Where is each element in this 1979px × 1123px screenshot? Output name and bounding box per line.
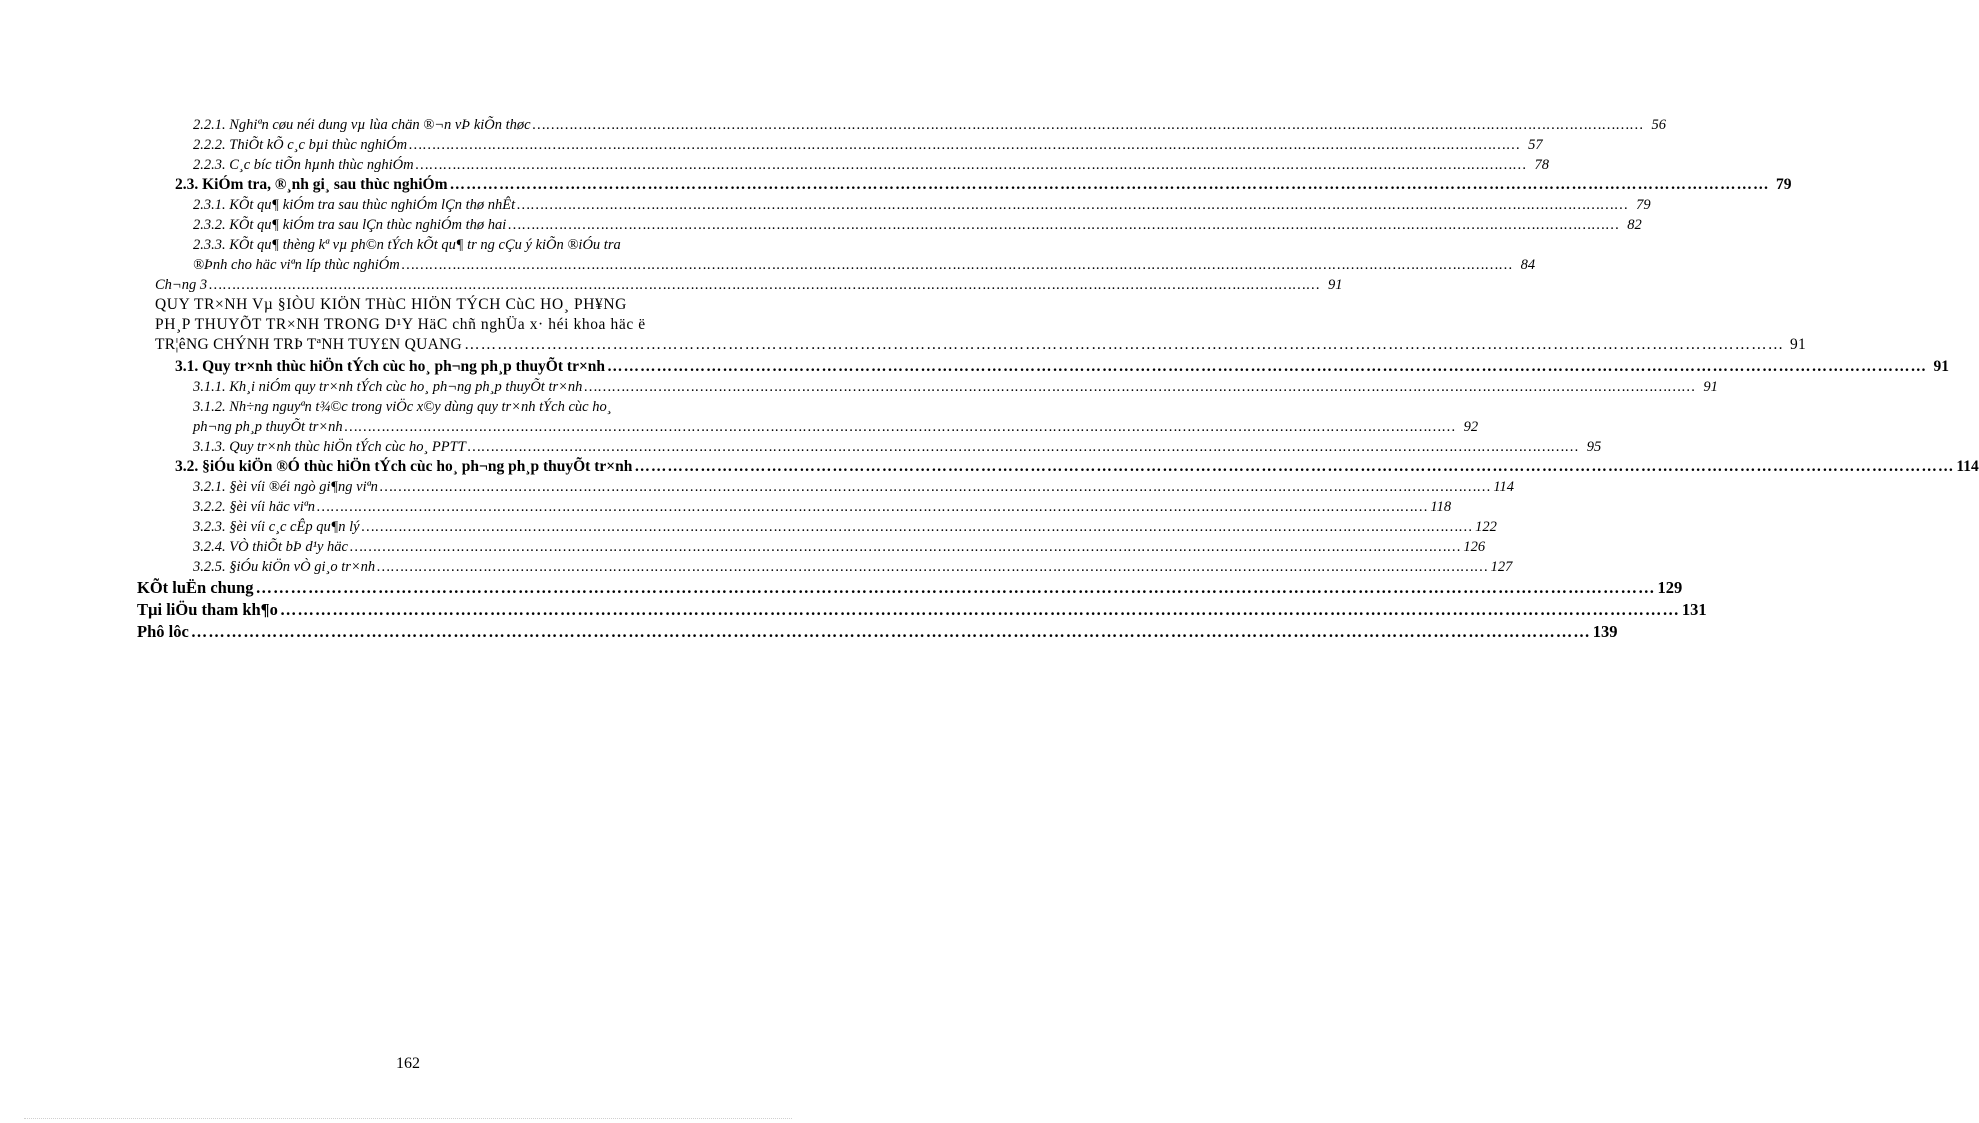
dot-leader: …………………………………………………………………………………………………………………………………………………………………………………………………………………… <box>508 217 1620 233</box>
toc-entry-title: 3.1.3. Quy tr×nh thùc hiÖn tÝch cùc ho¸ PPTT <box>193 439 466 455</box>
bottom-divider <box>24 1118 792 1119</box>
toc-entry-2-3-1 <box>193 195 1651 215</box>
toc-entry-phu-luc <box>137 622 1618 642</box>
toc-entry-2-3-2 <box>193 215 1642 235</box>
dot-leader: …………………………………………………………………………………………………………………………………………………………………………………………………………………… <box>409 137 1521 153</box>
dot-leader: …………………………………………………………………………………………………………………………………………………………………………………………………………………… <box>279 600 1680 619</box>
toc-entry-page: 82 <box>1627 217 1642 233</box>
toc-entry-2-3 <box>175 175 1792 195</box>
dot-leader: …………………………………………………………………………………………………………………………………………………………………………………………………………………… <box>464 336 1785 353</box>
toc-entry-3-2 <box>175 457 1979 477</box>
toc-entry-title: 2.2.3. C¸c bíc tiÕn hµnh thùc nghiÓm <box>193 157 414 173</box>
toc-entry-ket-luan <box>137 578 1683 598</box>
toc-entry-2-3-3-line1: 2.3.3. KÕt qu¶ thèng kª vµ ph©n tÝch kÕt qu¶ tr ng cÇu ý kiÕn ®iÓu tra <box>193 237 621 253</box>
toc-entry-page: 95 <box>1586 439 1602 455</box>
toc-entry-page: 79 <box>1776 176 1792 193</box>
toc-entry-page: 91 <box>1933 358 1950 375</box>
toc-entry-page: 84 <box>1520 257 1536 273</box>
toc-entry-title: Phô lôc <box>137 622 189 641</box>
dot-leader: …………………………………………………………………………………………………………………………………………………………………………………………………………………… <box>377 559 1489 575</box>
toc-entry-title: 3.2.2. §èi víi häc viªn <box>193 499 315 515</box>
toc-entry-page: 91 <box>1328 277 1343 293</box>
toc-entry-page: 114 <box>1956 458 1979 475</box>
dot-leader: …………………………………………………………………………………………………………………………………………………………………………………………………………………… <box>401 257 1514 273</box>
toc-entry-title: KÕt luËn chung <box>137 578 254 597</box>
dot-leader: …………………………………………………………………………………………………………………………………………………………………………………………………………………… <box>449 176 1770 193</box>
toc-entry-tai-lieu <box>137 600 1707 620</box>
chapter-title-line2: PH¸P THUYÕT TR×NH TRONG D¹Y HäC chñ nghÜa x· héi khoa häc ë <box>155 316 646 333</box>
toc-entry-page: 126 <box>1463 539 1486 555</box>
toc-entry-title: Ch¬ng 3 <box>155 277 208 293</box>
toc-entry-title: 3.2.1. §èi víi ®éi ngò gi¶ng viªn <box>193 479 378 495</box>
dot-leader: …………………………………………………………………………………………………………………………………………………………………………………………………………………… <box>517 197 1629 213</box>
toc-entry-3-2-2 <box>193 497 1452 517</box>
toc-entry-title: 2.3.1. KÕt qu¶ kiÓm tra sau thùc nghiÓm lÇn thø nhÊt <box>193 197 516 213</box>
toc-entry-page: 57 <box>1528 137 1543 153</box>
toc-entry-title: 3.1.1. Kh¸i niÓm quy tr×nh tÝch cùc ho¸ ph¬ng ph¸p thuyÕt tr×nh <box>193 379 583 395</box>
toc-entry-2-2-2 <box>193 135 1543 155</box>
toc-entry-title: 2.3. KiÓm tra, ®¸nh gi¸ sau thùc nghiÓm <box>175 176 448 193</box>
toc-entry-page: 127 <box>1490 559 1513 575</box>
toc-entry-title: 3.1. Quy tr×nh thùc hiÖn tÝch cùc ho¸ ph¬ng ph¸p thuyÕt tr×nh <box>175 358 606 375</box>
dot-leader: …………………………………………………………………………………………………………………………………………………………………………………………………………………… <box>344 419 1457 435</box>
dot-leader: …………………………………………………………………………………………………………………………………………………………………………………………………………………… <box>361 519 1474 535</box>
toc-entry-3-2-3 <box>193 517 1497 537</box>
toc-entry-page: 56 <box>1651 117 1667 133</box>
chapter-title-line1: QUY TR×NH Vµ §IÒU KIÖN THùC HIÖN TÝCH CùC HO¸ PH¥NG <box>155 296 627 313</box>
dot-leader: …………………………………………………………………………………………………………………………………………………………………………………………………………………… <box>349 539 1462 555</box>
toc-entry-page: 129 <box>1657 578 1683 597</box>
toc-entry-3-1-2 <box>193 417 1479 437</box>
toc-entry-3-2-1 <box>193 477 1515 497</box>
toc-entry-title: 3.2.4. VÒ thiÕt bÞ d¹y häc <box>193 539 348 555</box>
toc-entry-title: Tµi liÖu tham kh¶o <box>137 600 278 619</box>
dot-leader: …………………………………………………………………………………………………………………………………………………………………………………………………………………… <box>584 379 1696 395</box>
toc-entry-page: 118 <box>1430 499 1452 515</box>
toc-entry-3-1-1 <box>193 377 1718 397</box>
toc-entry-title: ph¬ng ph¸p thuyÕt tr×nh <box>193 419 343 435</box>
toc-entry-3-1-2-line1: 3.1.2. Nh÷ng nguyªn t¾©c trong viÖc x©y dùng quy tr×nh tÝch cùc ho¸ <box>193 399 612 415</box>
toc-entry-page: 122 <box>1475 519 1497 535</box>
dot-leader: …………………………………………………………………………………………………………………………………………………………………………………………………………………… <box>379 479 1492 495</box>
toc-entry-page: 131 <box>1681 600 1707 619</box>
toc-entry-title: 2.2.2. ThiÕt kÕ c¸c bµi thùc nghiÓm <box>193 137 408 153</box>
dot-leader: …………………………………………………………………………………………………………………………………………………………………………………………………………………… <box>467 439 1580 455</box>
dot-leader: …………………………………………………………………………………………………………………………………………………………………………………………………………………… <box>255 578 1656 597</box>
dot-leader: …………………………………………………………………………………………………………………………………………………………………………………………………………………… <box>209 277 1321 293</box>
toc-entry-page: 139 <box>1592 622 1618 641</box>
dot-leader: …………………………………………………………………………………………………………………………………………………………………………………………………………………… <box>190 622 1591 641</box>
toc-entry-title: 3.2.3. §èi víi c¸c cÊp qu¶n lý <box>193 519 360 535</box>
toc-entry-2-2-3 <box>193 155 1550 175</box>
toc-entry-title: ®Þnh cho häc viªn líp thùc nghiÓm <box>193 257 400 273</box>
toc-entry-3-2-5 <box>193 557 1513 577</box>
dot-leader: …………………………………………………………………………………………………………………………………………………………………………………………………………………… <box>316 499 1429 515</box>
dot-leader: …………………………………………………………………………………………………………………………………………………………………………………………………………………… <box>532 117 1645 133</box>
toc-entry-3-2-4 <box>193 537 1486 557</box>
toc-entry-3-1 <box>175 357 1950 377</box>
toc-entry-2-2-1 <box>193 115 1667 135</box>
toc-entry-2-3-3 <box>193 255 1536 275</box>
toc-entry-title: 2.3.2. KÕt qu¶ kiÓm tra sau lÇn thùc nghiÓm thø hai <box>193 217 507 233</box>
toc-entry-page: 92 <box>1463 419 1479 435</box>
toc-entry-3-1-3 <box>193 437 1602 457</box>
dot-leader: …………………………………………………………………………………………………………………………………………………………………………………………………………………… <box>415 157 1528 173</box>
dot-leader: …………………………………………………………………………………………………………………………………………………………………………………………………………………… <box>607 358 1928 375</box>
toc-entry-title: 3.2. §iÓu kiÖn ®Ó thùc hiÖn tÝch cùc ho¸ ph¬ng ph¸p thuyÕt tr×nh <box>175 458 633 475</box>
toc-entry-page: 91 <box>1703 379 1718 395</box>
toc-entry-page: 91 <box>1789 336 1807 353</box>
chapter-title-line3 <box>155 335 1807 355</box>
toc-entry-page: 114 <box>1493 479 1515 495</box>
toc-entry-title: 3.2.5. §iÓu kiÖn vÒ gi¸o tr×nh <box>193 559 376 575</box>
toc-entry-chapter-3 <box>155 275 1343 295</box>
toc-entry-page: 79 <box>1636 197 1651 213</box>
toc-entry-page: 78 <box>1534 157 1550 173</box>
toc-entry-title: 2.2.1. Nghiªn cøu néi dung vµ lùa chän ®¬n vÞ kiÕn thøc <box>193 117 531 133</box>
toc-entry-title: TR¦êNG CHÝNH TRÞ TªNH TUY£N QUANG <box>155 336 463 353</box>
page-number: 162 <box>396 1055 420 1072</box>
dot-leader: …………………………………………………………………………………………………………………………………………………………………………………………………………………… <box>634 458 1955 475</box>
